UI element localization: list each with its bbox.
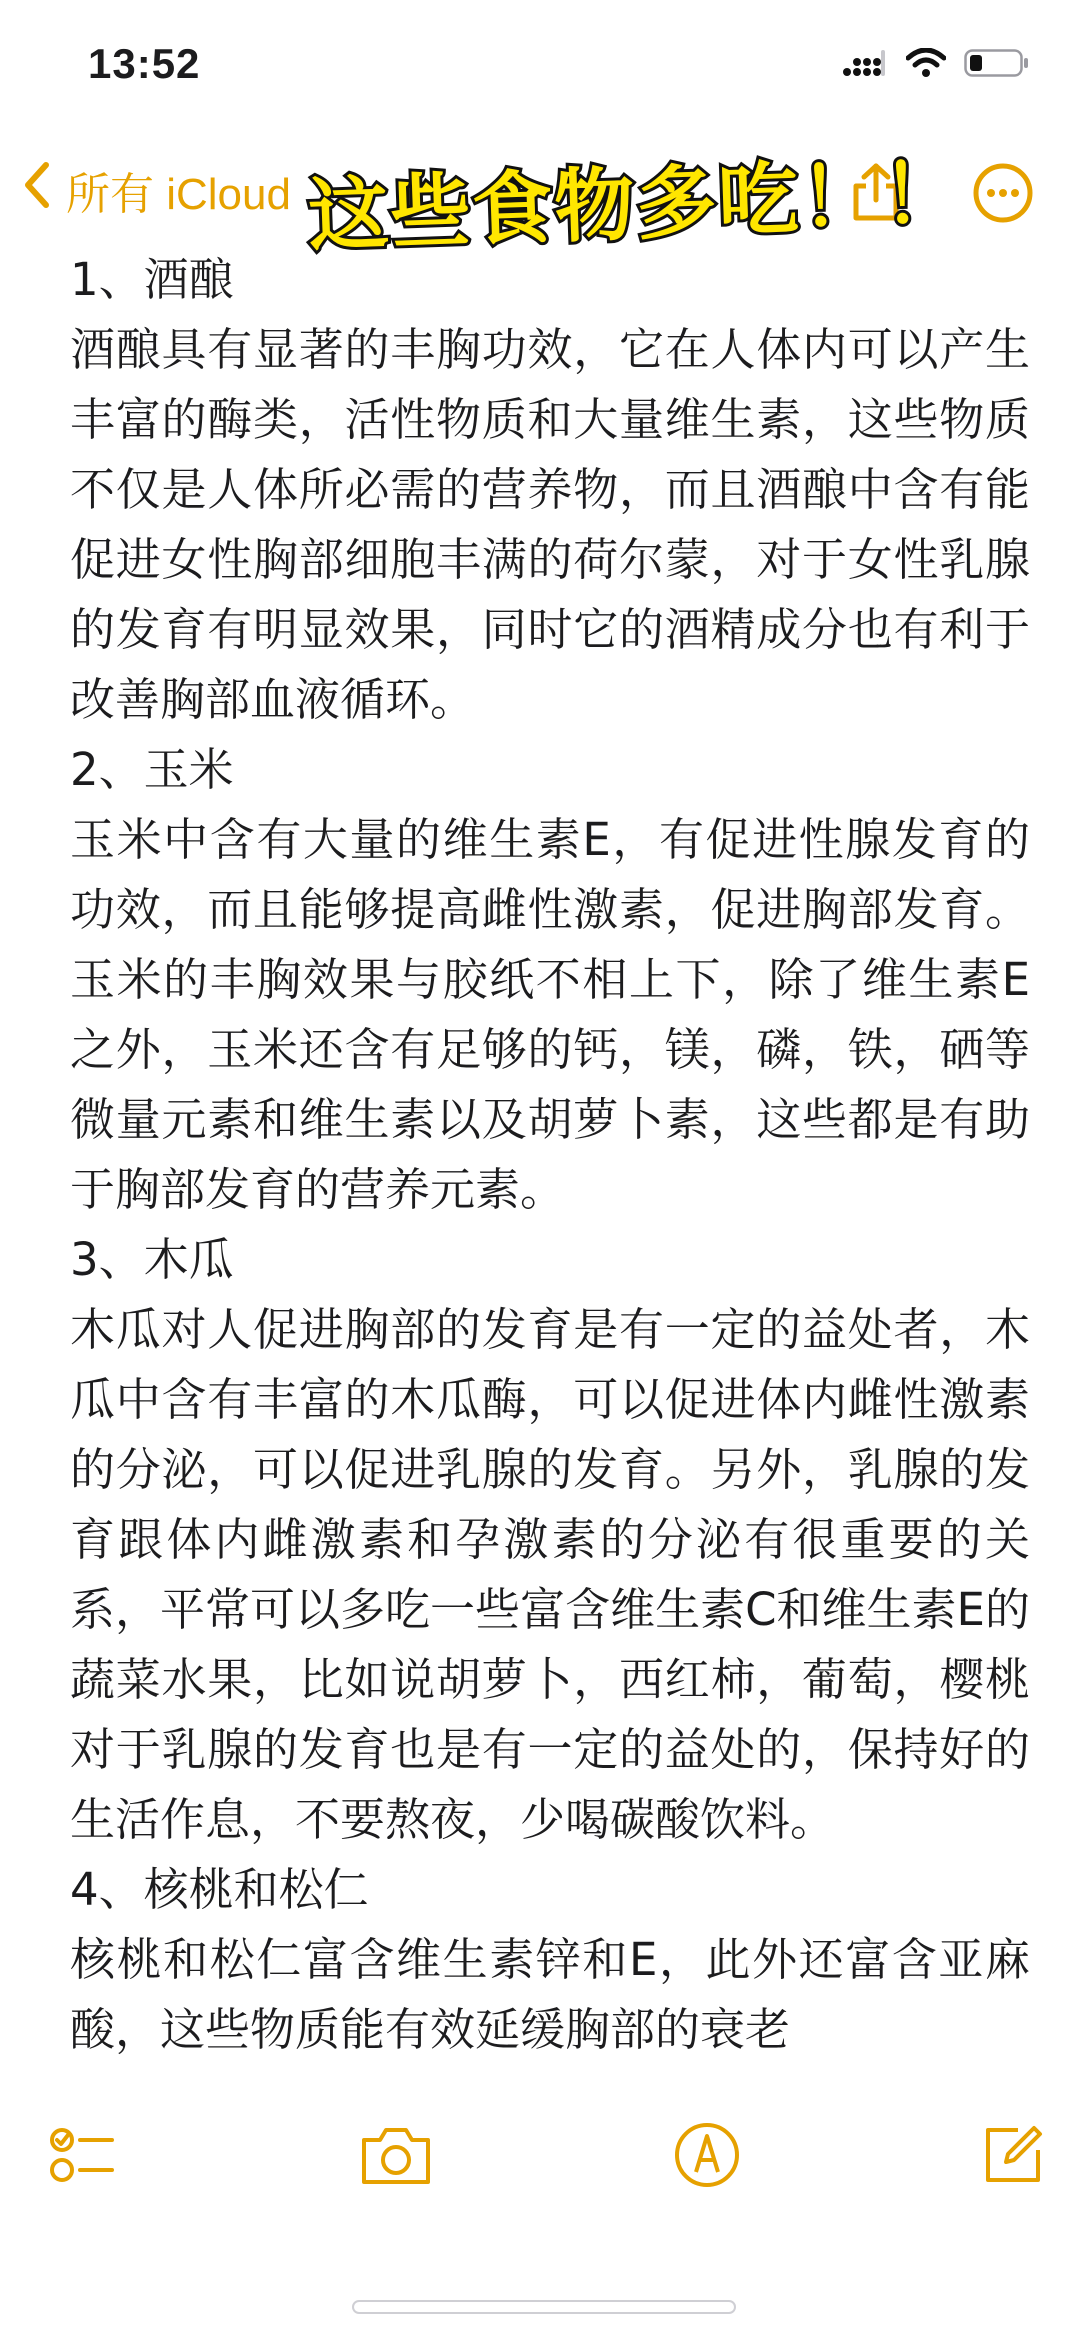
- wifi-icon: [906, 48, 946, 82]
- status-time: 13:52: [88, 40, 201, 87]
- battery-icon: [964, 48, 1030, 82]
- overlay-title: 这些食物多吃！！: [306, 146, 966, 263]
- status-bar: [0, 0, 1080, 130]
- more-icon[interactable]: [972, 162, 1034, 228]
- markup-icon[interactable]: [672, 2120, 742, 2194]
- camera-icon[interactable]: [358, 2120, 434, 2194]
- note-paragraph-3: 木瓜对人促进胸部的发育是有一定的益处者，木瓜中含有丰富的木瓜酶，可以促进体内雌性激素的分泌，可以促进乳腺的发育。另外，乳腺的发育跟体内雌激素和孕激素的分泌有很重要的关系，平常可以多吃一些富含维生素C和维生素E的蔬菜水果，比如说胡萝卜，西红柿，葡萄，樱桃对于乳腺的发育也是有一定的益处的，保持好的生活作息，不要熬夜，少喝碳酸饮料。: [70, 1303, 1030, 1846]
- status-icons: [842, 48, 1030, 82]
- note-paragraph-4: 核桃和松仁富含维生素锌和E，此外还富含亚麻酸，这些物质能有效延缓胸部的衰老: [70, 1933, 1030, 2056]
- chevron-left-icon: [22, 160, 52, 221]
- note-heading-4: 4、核桃和松仁: [70, 1863, 369, 1916]
- back-button-label: 所有 iCloud: [66, 170, 291, 219]
- compose-icon[interactable]: [978, 2120, 1048, 2194]
- back-button[interactable]: [22, 158, 291, 222]
- navigation-bar: [0, 140, 1080, 263]
- note-paragraph-2: 玉米中含有大量的维生素E，有促进性腺发育的功效，而且能够提高雌性激素，促进胸部发育。玉米的丰胸效果与胶纸不相上下，除了维生素E之外，玉米还含有足够的钙，镁，磷，铁，硒等微量元素和维生素以及胡萝卜素，这些都是有助于胸部发育的营养元素。: [70, 813, 1030, 1216]
- bottom-toolbar: [0, 2110, 1080, 2240]
- checklist-icon[interactable]: [48, 2120, 118, 2194]
- note-heading-1: 1、酒酿: [70, 253, 234, 306]
- note-paragraph-1: 酒酿具有显著的丰胸功效，它在人体内可以产生丰富的酶类，活性物质和大量维生素，这些物质不仅是人体所必需的营养物，而且酒酿中含有能促进女性胸部细胞丰满的荷尔蒙，对于女性乳腺的发育有明显效果，同时它的酒精成分也有利于改善胸部血液循环。: [70, 323, 1030, 726]
- note-body[interactable]: [70, 245, 1030, 2105]
- cellular-signal-icon: [842, 48, 888, 82]
- home-indicator: [352, 2300, 736, 2314]
- note-heading-2: 2、玉米: [70, 743, 234, 796]
- note-heading-3: 3、木瓜: [70, 1233, 234, 1286]
